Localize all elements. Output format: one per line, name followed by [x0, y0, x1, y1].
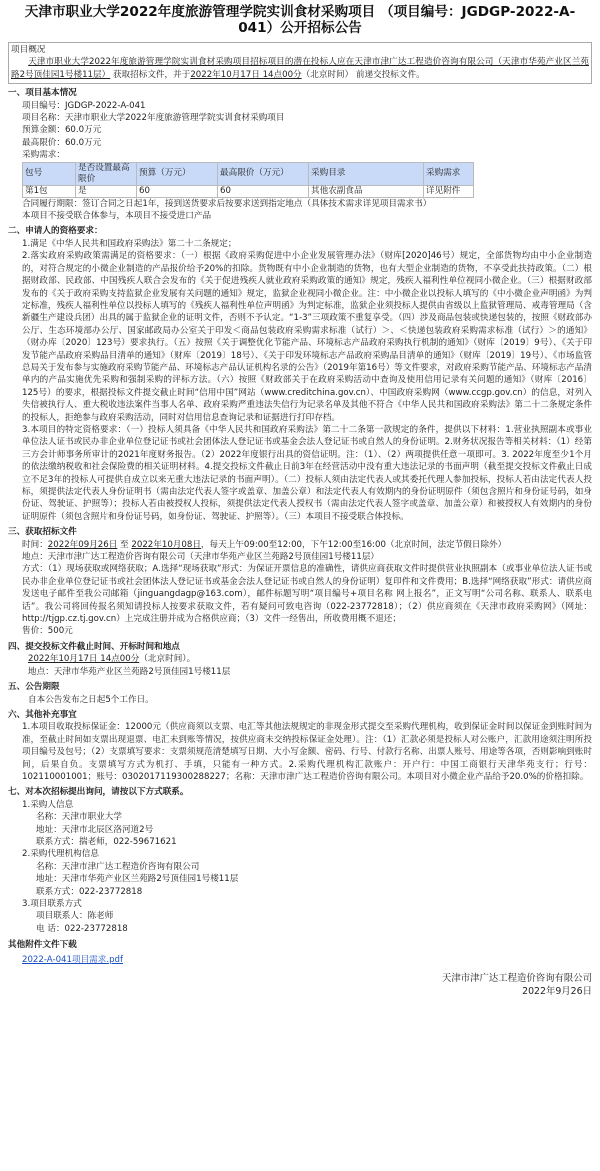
joint-bid-note: 本项目不接受联合体参与，本项目不接受进口产品 [22, 211, 212, 222]
table-header-cell: 包号 [23, 162, 76, 185]
overview-heading: 项目概况 [11, 45, 46, 55]
attachments-title: 其他附件文件下载 [8, 940, 77, 951]
table-header-row [23, 162, 474, 185]
project-number: 项目编号：JGDGP-2022-A-041 [22, 100, 146, 111]
overview-box [8, 42, 592, 84]
agency-address: 地址：天津市华苑产业区兰苑路2号顶佳园1号楼11层 [36, 874, 239, 885]
page-title: 天津市职业大学2022年度旅游管理学院实训食材采购项目 （项目编号：JGDGP-2022-A-041）公开招标公告 [24, 4, 576, 36]
project-contact-phone: 电 话：022-23772818 [36, 923, 128, 934]
deadline-suffix: （北京时间）。 [139, 654, 196, 665]
table-header-cell: 预算（万元） [137, 162, 218, 185]
project-contact-person: 项目联系人：陈老师 [36, 911, 114, 922]
qualification-p1: 1.满足《中华人民共和国政府采购法》第二十二条规定； [22, 238, 237, 249]
obtain-price: 售价：500元 [22, 626, 73, 637]
contract-period: 合同履行期限：签订合同之日起1年，接到送货要求后按要求送到指定地点（具体技术需求详见项目需求书） [22, 198, 432, 209]
section-deadline-title: 四、提交投标文件截止时间、开标时间和地点 [8, 641, 180, 652]
overview-get-text: 获取招标文件，并于 [112, 69, 191, 80]
project-contact-title: 3.项目联系方式 [22, 899, 82, 909]
purchaser-title: 1.采购人信息 [22, 799, 74, 810]
deadline-place: 地点：天津市华苑产业区兰苑路2号顶佳园1号楼11层 [28, 666, 231, 677]
project-name: 项目名称：天津市职业大学2022年度旅游管理学院实训食材采购项目 [22, 113, 285, 124]
obtain-end-date: 2022年10月08日 [131, 539, 201, 550]
overview-deadline: 2022年10月17日 14点00分 [190, 69, 302, 80]
table-cell: 详见附件 [424, 185, 474, 197]
obtain-to: 至 [117, 539, 132, 550]
overview-tail: （北京时间） 前递交投标文件。 [301, 69, 425, 80]
obtain-start-date: 2022年09月26日 [47, 539, 118, 550]
qualification-p3: 3.本项目的特定资格要求：（一）投标人须具备《中华人民共和国政府采购法》第二十二条第一款规定的条件，提供以下材料：1.营业执照副本或事业单位法人证书或民办非企业单位登记证书或社会团体法人登记证书或基金会法人登记证书或自然人的身份证明。2.财务状况报告等相关材料：（1）经第三方会计师事务所审计的2021年度财务报告。（2）2022年度银行出具的资信证明。注：（1）、（2）两项提供任意一项即可。3. 2022年度至少1个月的依法缴纳税收和社会保险费的相关证明材料。4.提交投标文件截止日前3年在经营活动中没有重大违法记录的书面声明（截至提交投标文件截止日成立不足3年的投标人可提供自成立以来无重大违法记录的书面声明）。（二）投标人须由法定代表人或其委托代理人参加投标，投标人若由法定代表人投标，须提供法定代表人身份证明书（需由法定代表人签字或盖章、加盖公章）和法定代表人有效期内的身份证明原件（须包含照片和身份证号码，如身份证、驾驶证、护照等）；投标人若由被授权人投标，须提供法定代表人授权书（需由法定代表人签字或盖章、加盖公章）和被授权人有效期内的身份证明原件（须包含照片和身份证号码，如身份证、驾驶证、护照等）。（三）本项目不接受联合体投标。 [22, 424, 592, 522]
other-text: 1.本项目收取投标保证金：12000元（供应商须以支票、电汇等其他法规规定的非现金形式提交至采购代理机构，收到保证金时间以保证金到账时间为准，至截止时间如支票出现退票、电汇未到账等情况，按供应商未交纳投标保证金处理）。注：（1）汇款必须是投标人对公账户，汇款用途须注明所投项目编号及包号；（2）支票填写要求：支票须规范清楚填写日期、大小写金额、密码、行号、付款行名称、出票人账号、用途等各项，否则影响到账时间，后果自负。支票填写方式为机打、手填，只能有一种方式。2.采购代理机构汇款账户：开户行：中国工商银行天津华苑支行；行号：102110001001；账号：0302017119300288227；名称：天津市津广达工程造价咨询有限公司。本项目对小微企业产品给予20.0%的价格扣除。 [22, 722, 592, 782]
max-price: 最高限价：60.0万元 [22, 137, 102, 148]
obtain-time-rest: ，每天上午09:00至12:00，下午12:00至16:00（北京时间，法定节假日除外） [200, 539, 507, 550]
agency-title: 2.采购代理机构信息 [22, 849, 99, 860]
purchaser-contact: 联系方式：揣老师，022-59671621 [36, 836, 177, 847]
budget-amount: 预算金额：60.0万元 [22, 125, 102, 136]
deadline-datetime: 2022年10月17日 14点00分 [28, 654, 140, 665]
agency-name: 名称：天津市津广达工程造价咨询有限公司 [36, 861, 200, 872]
deadline-time [8, 653, 592, 665]
signature-date: 2022年9月26日 [522, 986, 592, 998]
table-cell: 是 [76, 185, 137, 197]
attachment-download-link[interactable]: 2022-A-041项目需求.pdf [22, 954, 124, 965]
obtain-time [8, 539, 592, 551]
table-row [23, 185, 474, 197]
table-cell: 其他农副食品 [309, 185, 424, 197]
overview-text [11, 56, 589, 81]
section-other-title: 六、其他补充事宜 [8, 709, 77, 720]
table-cell: 60 [137, 185, 218, 197]
table-cell: 60 [218, 185, 309, 197]
table-header-cell: 是否设置最高限价 [76, 162, 137, 185]
obtain-place: 地点：天津市津广达工程造价咨询有限公司（天津市华苑产业区兰苑路2号顶佳园1号楼11层） [22, 552, 380, 563]
section-qualification-title: 二、申请人的资格要求： [8, 226, 103, 237]
section-notice-period-title: 五、公告期限 [8, 682, 60, 693]
qualification-p2: 2.落实政府采购政策需满足的资格要求：（一）根据《政府采购促进中小企业发展管理办法》（财库[2020]46号）规定，全部货物均由中小企业制造的，对符合规定的小微企业制造的产品报价给予20%的扣除。货物既有中小企业制造的货物，也有大型企业制造的货物，不享受此扶持政策。（二）根据财政部、民政部、中国残疾人联合会发布的《关于促进残疾人就业政府采购政策的通知》规定，残疾人福利性单位视同小微企业。（三）根据财政部发布的《关于政府采购支持监狱企业发展有关问题的通知》规定，监狱企业视同小微企业。注：中小微企业以投标人填写的《中小微企业声明函》为判定标准，残疾人福利性单位以投标人填写的《残疾人福利性单位声明函》为判定标准，监狱企业须投标人提供由省级以上监狱管理局、戒毒管理局（含新疆生产建设兵团）出具的属于监狱企业的证明文件，否则不予认定。“1-3”三项政策不重复享受。（四）涉及商品包装或快递包装的，按照《财政部办公厅、生态环境部办公厅、国家邮政局办公室关于印发＜商品包装政府采购需求标准（试行）＞、＜快递包装政府采购需求标准（试行）＞的通知》（财办库〔2020〕123号）要求执行。（五）按照《关于调整优化节能产品、环境标志产品政府采购执行机制的通知》（财库〔2019〕9号）、《关于印发节能产品政府采购品目清单的通知》（财库〔2019〕18号）、《关于印发环境标志产品政府采购品目清单的通知》（财库〔2019〕19号）、《市场监管总局关于发布参与实施政府采购节能产品、环境标志产品认证机构名录的公告》（2019年第16号）等文件要求，对政府采购节能产品、环境标志产品清单内的产品实施优先采购和强制采购的评标方法。（六）按照《财政部关于在政府采购活动中查询及使用信用记录有关问题的通知》（财库〔2016〕125号）的要求，根据投标文件提交截止时间“信用中国”网站（www.creditchina.gov.cn）、中国政府采购网（www.ccgp.gov.cn）的信息，对列入失信被执行人、重大税收违法案件当事人名单、政府采购严重违法失信行为记录名单及其他不符合《中华人民共和国政府采购法》第二十二条规定条件的投标人，拒绝参与政府采购活动，同时对信用信息查询记录和证据进行打印存档。 [22, 251, 592, 423]
section-contact-title: 七、对本次招标提出询问，请按以下方式联系。 [8, 787, 189, 798]
purchaser-address: 地址：天津市北辰区洛河道2号 [36, 824, 154, 835]
obtain-method: 方式：（1）现场获取或网络获取；A.选择“现场获取”形式：为保证开票信息的准确性，请供应商获取文件时提供营业执照副本（或事业单位法人证书或民办非企业单位登记证书或社会团体法人登记证书或基金会法人登记证书或自然人的身份证明）复印件和文件费用；B.选择“网络获取”形式：请供应商发送电子邮件至我公司邮箱（jinguangdagp@163.com），邮件标题写明“项目编号+项目名称 网上报名”，正文写明“公司名称、联系人、联系电话”。我公司将回传报名须知请投标人按要求获取文件，若有疑问可致电咨询（022-23772818）；（2）供应商须在《天津市政府采购网》（网址：http://tjgp.cz.tj.gov.cn）上完成注册并成为合格供应商；（3）文件一经售出，所收费用概不退还； [22, 564, 592, 625]
table-cell: 第1包 [23, 185, 76, 197]
section-obtain-docs-title: 三、获取招标文件 [8, 527, 77, 538]
section-basic-info-title: 一、项目基本情况 [8, 88, 77, 99]
lots-table [22, 162, 474, 198]
obtain-time-label: 时间： [22, 539, 48, 550]
table-header-cell: 采购需求 [424, 162, 474, 185]
demand-label: 采购需求： [22, 150, 65, 161]
signature-company: 天津市津广达工程造价咨询有限公司 [441, 973, 592, 985]
agency-contact: 联系方式：022-23772818 [36, 886, 143, 897]
purchaser-name: 名称：天津市职业大学 [36, 812, 122, 823]
overview-location: 天津市职业大学2022年度旅游管理学院实训食材采购项目招标项目的潜在投标人应在天津市津广达工程造价咨询有限公司（天津市华苑产业区兰苑路2号顶佳园1号楼11层） [11, 57, 589, 80]
table-header-cell: 最高限价（万元） [218, 162, 309, 185]
notice-period-text: 自本公告发布之日起5个工作日。 [28, 694, 154, 705]
table-header-cell: 采购目录 [309, 162, 424, 185]
announcement-page [8, 4, 592, 998]
signature-block [8, 972, 592, 998]
